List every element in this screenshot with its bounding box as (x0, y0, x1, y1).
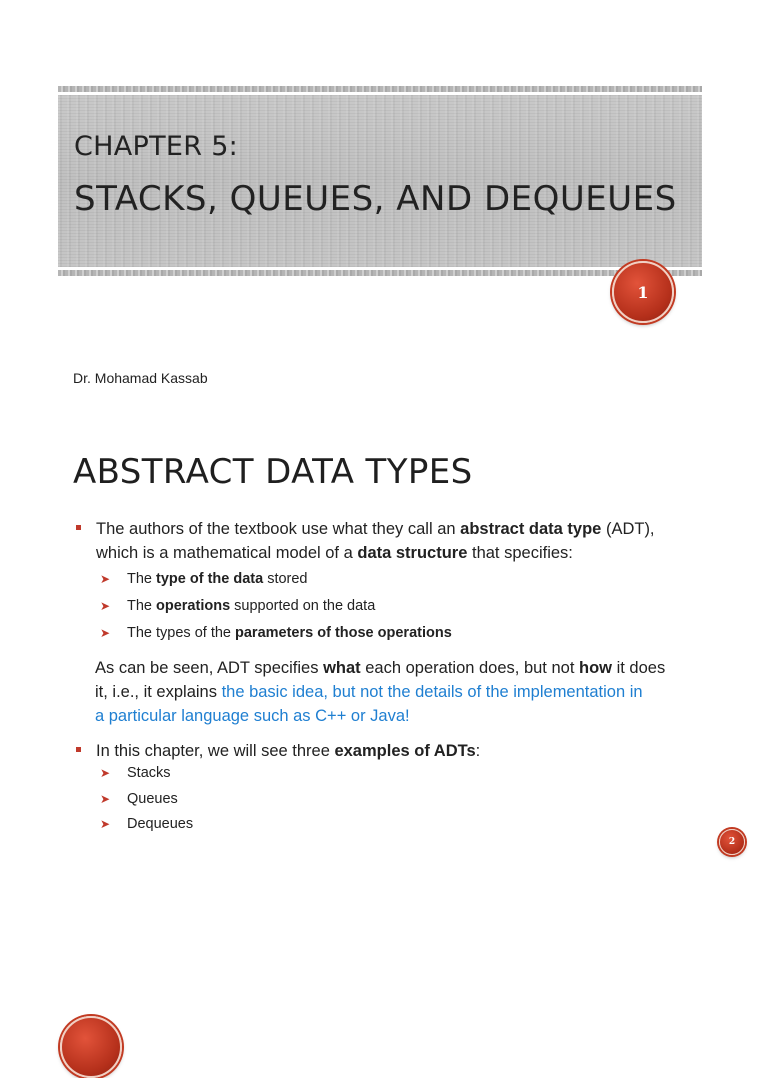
arrow-bullet-icon: ➤ (100, 572, 111, 586)
text: it does (612, 659, 666, 677)
arrow-bullet-icon: ➤ (100, 599, 111, 613)
example-dequeues: Dequeues (127, 816, 194, 832)
chapter-title: STACKS, QUEUES, AND DEQUEUES (74, 179, 677, 219)
highlight-text: the basic idea, but not the details of the implementation in (221, 683, 643, 701)
arrow-bullet-icon: ➤ (100, 792, 111, 806)
text: stored (263, 571, 308, 587)
text: : (475, 742, 481, 760)
text: The (127, 598, 157, 614)
text: each operation does, but not (360, 659, 579, 677)
banner-bottom-rule (58, 270, 702, 276)
page-number-badge: 2 (719, 829, 745, 855)
text: (ADT), (601, 520, 655, 538)
bold-term-data-structure: data structure (357, 544, 468, 562)
bold-text: type of the data (156, 571, 264, 587)
paragraph-line-1 (95, 656, 745, 680)
page-number-badge: 1 (612, 261, 674, 323)
text: which is a mathematical model of a (96, 544, 358, 562)
text: that specifies: (467, 544, 573, 562)
bullet-line-2 (96, 541, 736, 565)
slide-title: ABSTRACT DATA TYPES (73, 452, 473, 492)
bold-text: operations (156, 598, 231, 614)
bold-term-adt: abstract data type (460, 520, 602, 538)
text: In this chapter, we will see three (96, 742, 335, 760)
arrow-bullet-icon: ➤ (100, 766, 111, 780)
bullet-adt-definition (96, 517, 736, 565)
banner-top-rule (58, 86, 702, 92)
example-stacks: Stacks (127, 765, 171, 781)
example-queues: Queues (127, 791, 178, 807)
arrow-bullet-icon: ➤ (100, 817, 111, 831)
text: The (127, 571, 157, 587)
title-slide (0, 0, 768, 420)
arrow-bullet-icon: ➤ (100, 626, 111, 640)
title-banner (58, 95, 702, 267)
author-name: Dr. Mohamad Kassab (73, 370, 208, 386)
bullet-line-1 (96, 517, 736, 541)
sub-item-parameters (127, 625, 452, 641)
paragraph-line-3: a particular language such as C++ or Java! (95, 707, 410, 725)
bold-text: parameters of those operations (235, 625, 452, 641)
paragraph-line-2 (95, 680, 745, 704)
text: The types of the (127, 625, 236, 641)
chapter-label: CHAPTER 5: (74, 131, 239, 162)
bullet-marker (76, 525, 81, 530)
text: The authors of the textbook use what they call an (96, 520, 461, 538)
bullet-marker (76, 747, 81, 752)
bold-how: how (579, 659, 612, 677)
text: it, i.e., it explains (95, 683, 222, 701)
sub-item-operations (127, 598, 375, 614)
text: supported on the data (230, 598, 376, 614)
sub-item-data-type (127, 571, 308, 587)
adt-explanation (95, 656, 745, 728)
text: As can be seen, ADT specifies (95, 659, 324, 677)
bullet-examples-intro (96, 739, 736, 763)
bold-what: what (323, 659, 361, 677)
next-slide-badge-partial (60, 1016, 122, 1078)
bold-examples: examples of ADTs (334, 742, 476, 760)
content-slide (0, 420, 768, 1024)
